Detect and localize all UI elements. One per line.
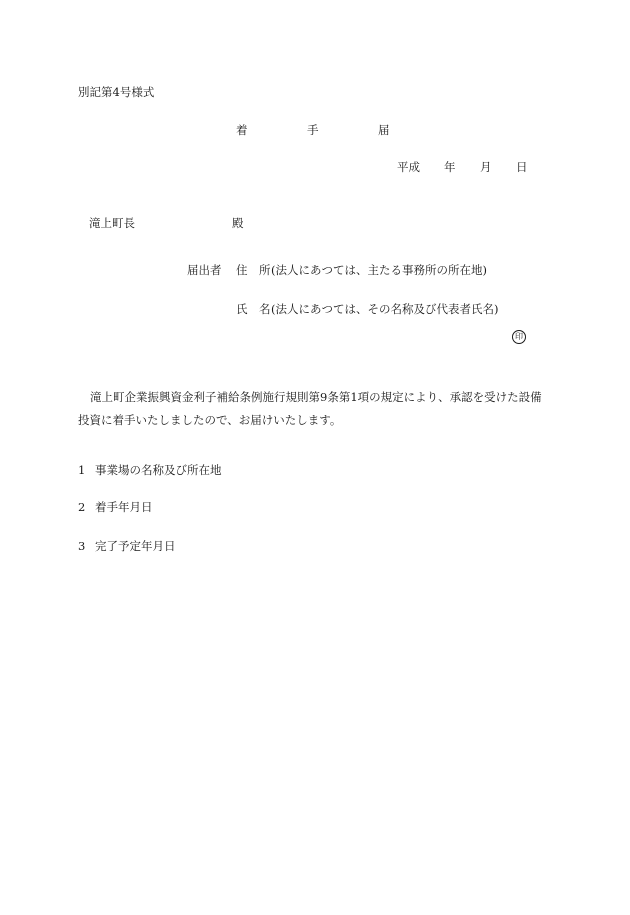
date-month-label: 月 bbox=[480, 160, 492, 174]
name-note: (法人にあつては、その名称及び代表者氏名) bbox=[271, 302, 499, 316]
item-number: 3 bbox=[78, 539, 86, 553]
date-era: 平成 bbox=[397, 160, 420, 174]
item-text: 着手年月日 bbox=[95, 500, 153, 514]
item-number: 1 bbox=[78, 463, 86, 477]
title-char-3: 届 bbox=[378, 123, 390, 137]
list-item bbox=[78, 539, 176, 553]
list-item bbox=[78, 463, 222, 477]
address-note: (法人にあつては、主たる事務所の所在地) bbox=[271, 263, 487, 277]
recipient-honorific: 殿 bbox=[232, 216, 244, 230]
form-number: 別記第4号様式 bbox=[78, 85, 155, 99]
body-paragraph: 滝上町企業振興資金利子補給条例施行規則第9条第1項の規定により、承認を受けた設備投資に着手いたしましたので、お届けいたします。 bbox=[78, 390, 542, 427]
title-char-2: 手 bbox=[307, 123, 319, 137]
recipient-name: 滝上町長 bbox=[89, 216, 135, 230]
date-day-label: 日 bbox=[516, 160, 528, 174]
item-number: 2 bbox=[78, 500, 86, 514]
applicant-label: 届出者 bbox=[187, 263, 222, 277]
seal-mark bbox=[512, 330, 526, 344]
address-label-char-1: 住 bbox=[236, 263, 248, 277]
name-label-char-2: 名 bbox=[259, 302, 271, 316]
date-year-label: 年 bbox=[444, 160, 456, 174]
item-text: 完了予定年月日 bbox=[95, 539, 176, 553]
name-label-char-1: 氏 bbox=[236, 302, 248, 316]
title-char-1: 着 bbox=[236, 123, 248, 137]
seal-icon: 印 bbox=[512, 330, 526, 344]
address-label-char-2: 所 bbox=[259, 263, 271, 277]
item-text: 事業場の名称及び所在地 bbox=[95, 463, 222, 477]
list-item bbox=[78, 500, 153, 514]
